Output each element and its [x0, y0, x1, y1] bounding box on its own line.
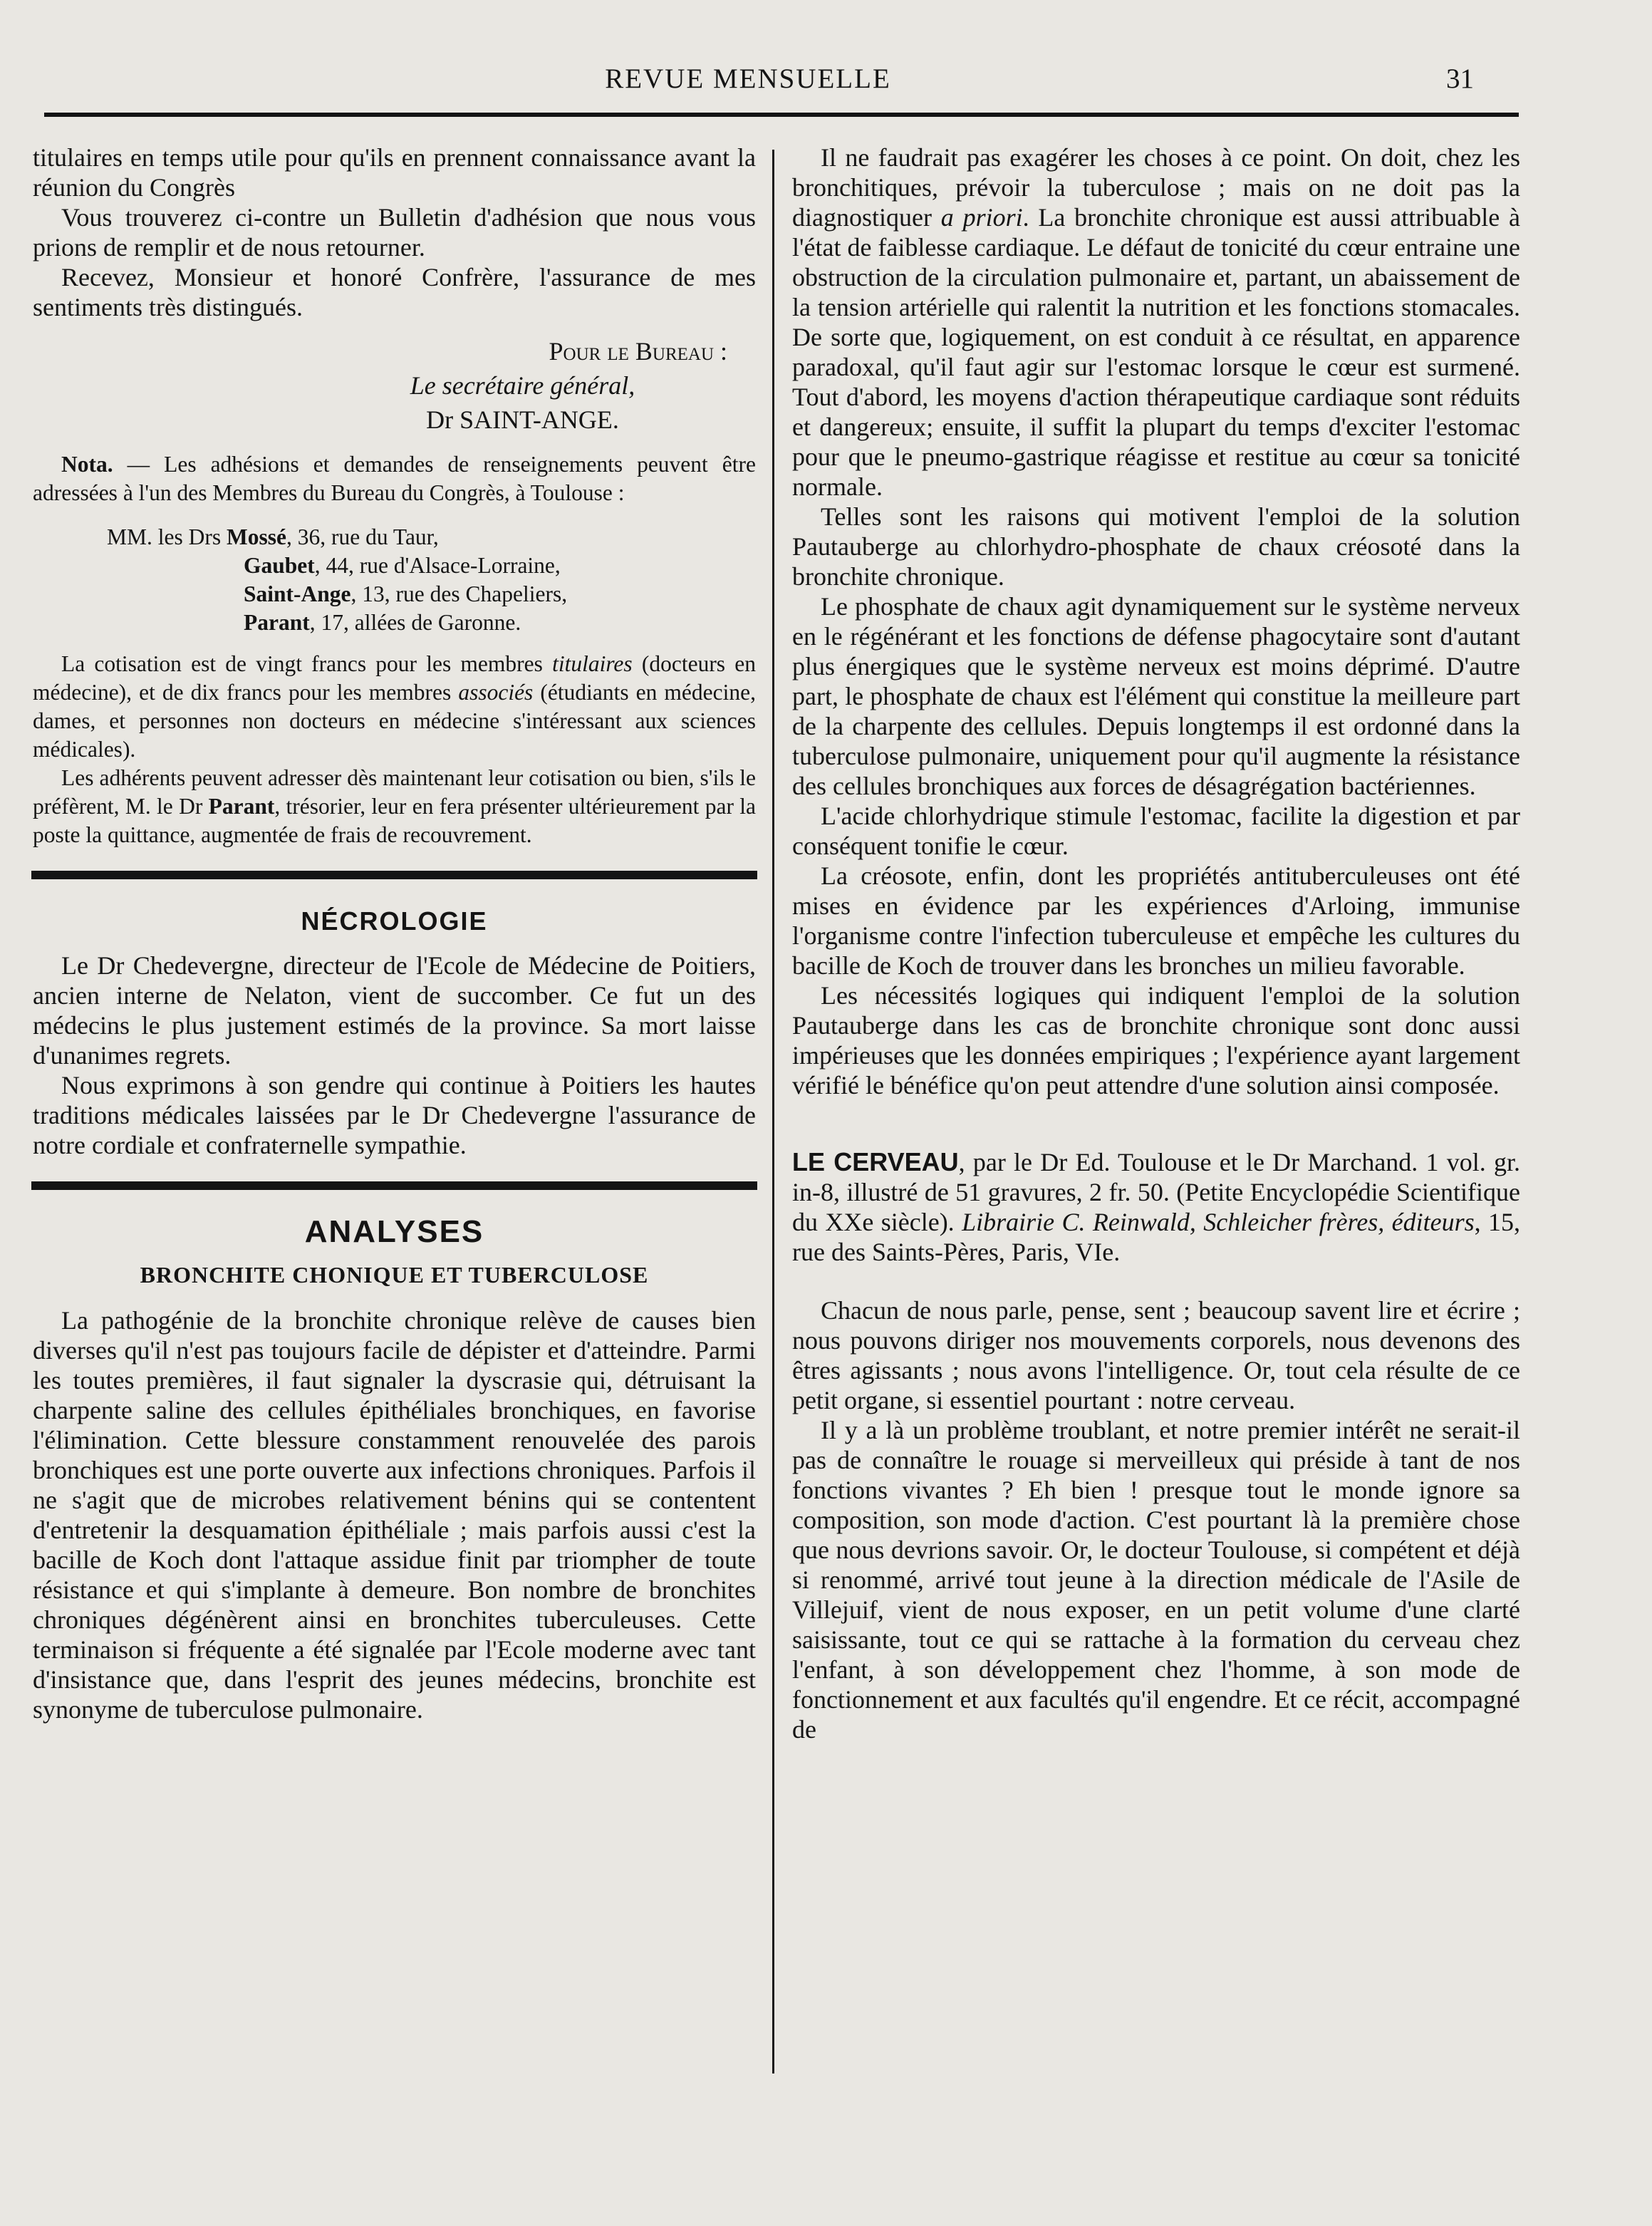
text-run: . La bronchite chronique est aussi attribuable à l'état de faiblesse cardiaque. Le défaut de tonicité du cœur entraine une obstruction de la circulation pulmonaire et, partant, un abaissement de la tension artérielle qui ralentit la nutrition et les fonctions stomacales. De sorte que, logiquement, on est conduit à ce résultat, en apparence paradoxal, qu'il faut agir sur l'estomac lorsque le cœur est surmené. Tout d'abord, les moyens d'action thérapeutique cardiaque sont réduits et dangereux; ensuite, il suffit la plupart du temps d'exciter l'estomac pour que le pneumo-gastrique réagisse et restitue au cœur sa tonicité normale. [792, 203, 1521, 501]
nota-paragraph [33, 450, 756, 507]
member-prefix: MM. les Drs [107, 524, 227, 549]
text-run: titulaires [552, 651, 633, 676]
analyses-heading: ANALYSES [304, 1214, 484, 1249]
cotisation-paragraph [33, 650, 756, 764]
paragraph: Telles sont les raisons qui motivent l'emploi de la solution Pautauberge au chlorhydro-phosphate de chaux créosoté dans la bronchite chronique. [792, 502, 1520, 591]
text-run: a priori [940, 203, 1023, 232]
text-run: Il ne faudrait pas exagérer les choses à ce point. On doit, chez les bronchitiques, prévoir la tuberculose ; mais on ne doit pas la diagnostiquer [792, 143, 1520, 232]
member-entry [107, 609, 756, 637]
member-address: , 13, rue des Chapeliers, [350, 581, 568, 606]
member-entry [107, 523, 756, 552]
text-run: Parant [208, 794, 275, 819]
book-reference [792, 1147, 1520, 1267]
section-rule [31, 1181, 757, 1190]
column-divider [772, 150, 774, 2074]
paragraph: Il y a là un problème troublant, et notre premier intérêt ne serait-il pas de connaître le rouage si merveilleux qui préside à tant de nos fonctions vivantes ? Eh bien ! presque tout le monde ignore sa composition, son mode d'action. C'est pourtant là la première chose que nous devrions savoir. Or, le docteur Toulouse, si compétent et déjà si renommé, arrivé tout jeune à la direction médicale de l'Asile de Villejuif, vient de nous exposer, en un petit volume d'une clarté saisissante, tout ce qui se rattache à la formation du cerveau chez l'enfant, à son développement chez l'homme, à son mode de fonctionnement et aux facultés qu'il engendre. Et ce récit, accompagné de [792, 1416, 1520, 1744]
book-title: LE CERVEAU [792, 1147, 959, 1176]
adherents-paragraph [33, 764, 756, 849]
text-run: associés [458, 680, 534, 705]
paragraph: Recevez, Monsieur et honoré Confrère, l'assurance de mes sentiments très distingués. [33, 263, 756, 321]
text-run: Les adhérents peuvent adresser dès maintenant leur cotisation ou bien, s'ils le préfèrent, M. le Dr [33, 765, 756, 819]
text-run: , par le Dr Ed. Toulouse et le Dr Marchand. 1 vol. gr. in-8, illustré de 51 gravures, 2 fr. 50. (Petite Encyclopédie Scientifique du XXe siècle). [792, 1148, 1521, 1236]
member-entry [107, 580, 756, 609]
signature-name: Dr SAINT-ANGE. [426, 405, 619, 434]
member-name: Parant [244, 610, 310, 635]
paragraph: L'acide chlorhydrique stimule l'estomac, facilite la digestion et par conséquent tonifie le cœur. [792, 802, 1520, 860]
paragraph: Vous trouverez ci-contre un Bulletin d'adhésion que nous vous prions de remplir et de nous retourner. [33, 203, 756, 262]
member-address: , 17, allées de Garonne. [309, 610, 521, 635]
signature-bureau: Pour le Bureau : [549, 337, 727, 366]
nota-label: Nota. [61, 452, 113, 477]
member-name: Mossé [227, 524, 286, 549]
running-title: REVUE MENSUELLE [605, 63, 891, 94]
text-run: , 15, rue des Saints-Pères, Paris, VIe. [792, 1208, 1520, 1266]
paragraph: Les nécessités logiques qui indiquent l'emploi de la solution Pautauberge dans les cas de bronchite chronique sont donc aussi impérieuses que les données empiriques ; l'expérience ayant largement vérifié le bénéfice qu'on peut attendre d'une solution ainsi composée. [792, 981, 1520, 1099]
text-run: , trésorier, leur en fera présenter ultérieurement par la poste la quittance, augmentée de frais de recouvrement. [33, 794, 756, 847]
header-rule [44, 113, 1519, 117]
paragraph: titulaires en temps utile pour qu'ils en prennent connaissance avant la réunion du Congrès [33, 143, 756, 202]
left-column [33, 143, 756, 1724]
page-header [0, 63, 1652, 105]
page-number: 31 [1446, 63, 1474, 94]
paragraph [792, 143, 1520, 502]
section-rule [31, 871, 757, 879]
member-name: Gaubet [244, 553, 315, 578]
text-run: Librairie C. Reinwald, Schleicher frères, éditeurs [962, 1208, 1475, 1236]
paragraph: Chacun de nous parle, pense, sent ; beaucoup savent lire et écrire ; nous pouvons diriger nos mouvements corporels, nous devenons des êtres agissants ; nous avons l'intelligence. Or, tout cela résulte de ce petit organe, si essentiel pourtant : notre cerveau. [792, 1296, 1520, 1414]
paragraph: La pathogénie de la bronchite chronique relève de causes bien diverses qu'il n'est pas toujours facile de dépister et d'atteindre. Parmi les toutes premières, il faut signaler la dyscrasie qui, détruisant la charpente saline des cellules épithéliales bronchiques, en favorise l'élimination. Cette blessure constamment renouvelée des parois bronchiques est une porte ouverte aux infections chroniques. Parfois il ne s'agit que de microbes relativement bénins qui se contentent d'entretenir la desquamation épithéliale ; mais parfois aussi c'est la bacille de Koch dont l'attaque assidue finit par triompher de toute résistance et qui s'implante à demeure. Bon nombre de bronchites chroniques dégénèrent ainsi en bronchites tuberculeuses. Cette terminaison si fréquente a été signalée par l'Ecole moderne avec tant d'insistance que, dans l'esprit des jeunes médecins, bronchite est synonyme de tuberculose pulmonaire. [33, 1306, 756, 1724]
spacer [792, 1100, 1520, 1147]
member-address: , 44, rue d'Alsace-Lorraine, [314, 553, 561, 578]
text-run: (étudiants en médecine, dames, et personnes non docteurs en médecine s'intéressant aux sciences médicales). [33, 680, 756, 762]
article-title: BRONCHITE CHONIQUE ET TUBERCULOSE [140, 1262, 649, 1288]
paragraph: Le phosphate de chaux agit dynamiquement sur le système nerveux en le régénérant et les fonctions de défense phagocytaire sont d'autant plus énergiques que le système nerveux est moins déprimé. D'autre part, le phosphate de chaux est l'élément qui constitue la meilleure part de la charpente des cellules. Depuis longtemps il est ordonné dans la tuberculose pulmonaire, uniquement pour qu'il augmente la résistance des cellules bronchiques aux forces de désagrégation bactériennes. [792, 592, 1520, 800]
paragraph: Le Dr Chedevergne, directeur de l'Ecole de Médecine de Poitiers, ancien interne de Nelaton, vient de succomber. Ce fut un des médecins le plus justement estimés de la province. Sa mort laisse d'unanimes regrets. [33, 951, 756, 1070]
member-address: , 36, rue du Taur, [286, 524, 439, 549]
text-run: (docteurs en médecine), et de dix francs pour les membres [33, 651, 756, 705]
signature-role: Le secrétaire général, [410, 371, 635, 400]
members-list [33, 523, 756, 637]
member-name: Saint-Ange [244, 581, 351, 606]
paragraph: Nous exprimons à son gendre qui continue à Poitiers les hautes traditions médicales laissées par le Dr Chedevergne l'assurance de notre cordiale et confraternelle sympathie. [33, 1071, 756, 1159]
paragraph: La créosote, enfin, dont les propriétés antituberculeuses ont été mises en évidence par les expériences d'Arloing, immunise l'organisme contre l'infection tuberculeuse et empêche les cultures du bacille de Koch de trouver dans les bronches un milieu favorable. [792, 861, 1520, 980]
right-column [792, 143, 1520, 1744]
nota-text: — Les adhésions et demandes de renseignements peuvent être adressées à l'un des Membres du Bureau du Congrès, à Toulouse : [33, 452, 756, 505]
member-entry [107, 552, 756, 580]
necrologie-heading: NÉCROLOGIE [301, 906, 488, 936]
text-run: La cotisation est de vingt francs pour les membres [61, 651, 553, 676]
